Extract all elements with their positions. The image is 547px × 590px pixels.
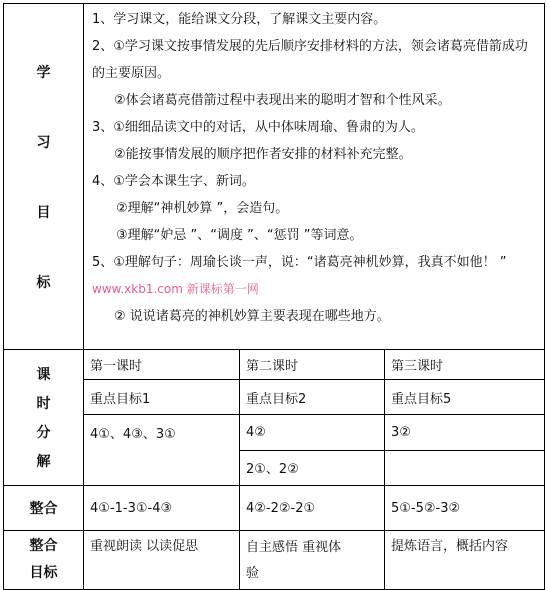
- integration-3: 5①-5②-3②: [385, 486, 545, 531]
- integration-row: [4, 486, 545, 531]
- goals-row: [4, 4, 545, 350]
- integration-goal-2-line-1: 自主感悟 重视体: [246, 540, 342, 555]
- goals-header-char-3: 目: [36, 204, 51, 221]
- goals-header: [4, 4, 84, 350]
- schedule-header-char-4: 解: [36, 454, 51, 471]
- goal-line-7: ②理解“神机妙算 ”，会造句。: [116, 201, 289, 216]
- period-3-header: 第三课时: [385, 350, 545, 380]
- integration-goals-label-2: 目标: [29, 565, 58, 581]
- integration-goals-label-1: 整合: [29, 538, 58, 554]
- schedule-row-items-1: [4, 415, 545, 451]
- period-3-items-2: [385, 450, 545, 486]
- integration-goal-3: 提炼语言，概括内容: [385, 531, 545, 590]
- period-1-items: [84, 415, 240, 486]
- schedule-row-focus: [4, 380, 545, 415]
- goal-line-6: 4、①学会本课生字、新词。: [92, 174, 255, 189]
- integration-goal-2: [240, 531, 385, 590]
- integration-goal-1: 重视朗读 以读促思: [84, 531, 240, 590]
- goal-line-10: ② 说说诸葛亮的神机妙算主要表现在哪些地方。: [114, 309, 390, 324]
- schedule-header-char-3: 分: [36, 425, 51, 442]
- goals-header-char-2: 习: [36, 134, 51, 151]
- goal-line-9-text: 5、①理解句子：周瑜长谈一声，说：“诸葛亮神机妙算，我真不如他！ ”: [92, 255, 507, 270]
- integration-goal-2-line-2: 验: [246, 566, 260, 581]
- period-2-items-2: 2①、2②: [240, 450, 385, 486]
- goal-line-5: ②能按事情发展的顺序把作者安排的材料补充完整。: [114, 147, 412, 162]
- goals-header-char-4: 标: [36, 274, 51, 291]
- goal-line-1: 1、学习课文，能给课文分段，了解课文主要内容。: [92, 12, 387, 27]
- integration-label: 整合: [4, 486, 84, 531]
- period-3-items-1: 3②: [385, 415, 545, 451]
- goal-line-3: ②体会诸葛亮借箭过程中表现出来的聪明才智和个性风采。: [114, 93, 451, 108]
- goal-line-2: 2、①学习课文按事情发展的先后顺序安排材料的方法，领会诸葛亮借箭成功的主要原因。: [92, 39, 528, 81]
- goals-header-char-1: 学: [36, 64, 51, 81]
- schedule-row-columns: [4, 350, 545, 380]
- period-3-focus: 重点目标5: [385, 380, 545, 415]
- goal-line-8: ③理解“妒忌 ”、“调度 ”、“惩罚 ”等词意。: [116, 228, 363, 243]
- period-2-items-1: 4②: [240, 415, 385, 451]
- period-2-header: 第二课时: [240, 350, 385, 380]
- integration-goals-row: [4, 531, 545, 590]
- integration-1: 4①-1-3①-4③: [84, 486, 240, 531]
- integration-2: 4②-2②-2①: [240, 486, 385, 531]
- goals-content: [84, 4, 545, 350]
- lesson-plan-table: [3, 3, 545, 590]
- goal-line-4: 3、①细细品读文中的对话，从中体味周瑜、鲁肃的为人。: [92, 120, 424, 135]
- schedule-header-char-1: 课: [36, 366, 51, 383]
- period-1-items-text: 4①、4③、3①: [90, 427, 176, 442]
- period-1-focus: 重点目标1: [84, 380, 240, 415]
- period-1-header: 第一课时: [84, 350, 240, 380]
- watermark-text: www.xkb1.com 新课标第一网: [92, 282, 259, 296]
- goal-line-9: [92, 249, 538, 303]
- period-2-focus: 重点目标2: [240, 380, 385, 415]
- schedule-header: [4, 350, 84, 486]
- integration-goals-label: [4, 531, 84, 590]
- schedule-header-char-2: 时: [36, 395, 51, 412]
